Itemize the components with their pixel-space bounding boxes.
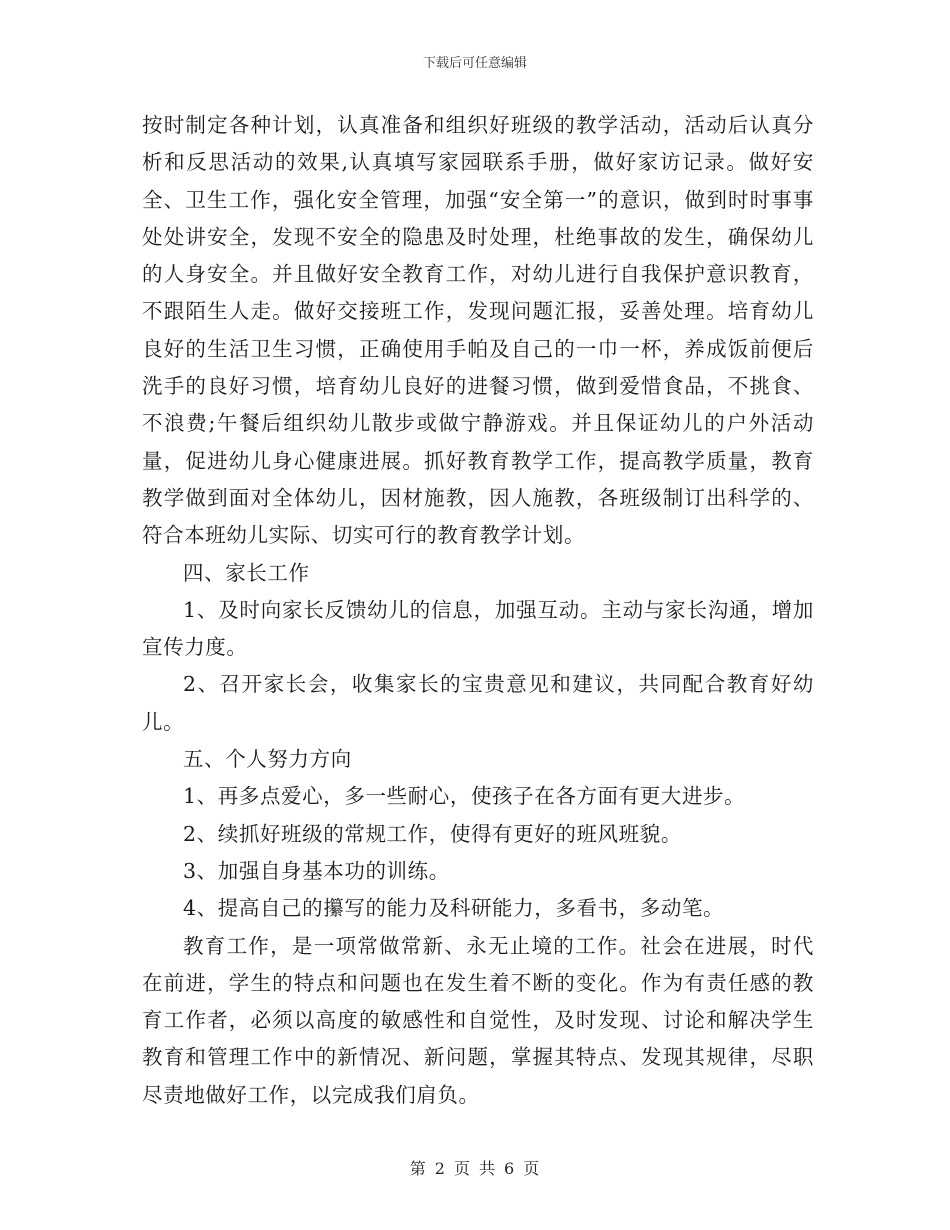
list-item: 1、再多点爱心，多一些耐心，使孩子在各方面有更大进步。 bbox=[183, 784, 746, 809]
document-body bbox=[142, 107, 814, 1114]
section-heading-personal-goals: 五、个人努力方向 bbox=[183, 747, 352, 772]
section-heading-parents: 四、家长工作 bbox=[183, 560, 310, 585]
current-page-number: 2 bbox=[434, 1159, 446, 1178]
list-item: 2、续抓好班级的常规工作，使得有更好的班风班貌。 bbox=[183, 821, 682, 846]
closing-paragraph: 教育工作，是一项常做常新、永无止境的工作。社会在进展，时代在前进，学生的特点和问题也在发生着不断的变化。作为有责任感的教育工作者，必须以高度的敏感性和自觉性，及时发现、讨论和解决学生教育和管理工作中的新情况、新问题，掌握其特点、发现其规律，尽职尽责地做好工作，以完成我们肩负。 bbox=[142, 933, 814, 1107]
footer-total-word: 共 bbox=[479, 1159, 497, 1178]
footer-page-word: 页 bbox=[453, 1159, 471, 1178]
list-item: 4、提高自己的攥写的能力及科研能力，多看书，多动笔。 bbox=[183, 896, 725, 921]
total-page-count: 6 bbox=[504, 1159, 516, 1178]
footer-suffix: 页 bbox=[523, 1159, 541, 1178]
footer-prefix: 第 bbox=[409, 1159, 427, 1178]
list-item: 2、召开家长会，收集家长的宝贵意见和建议，共同配合教育好幼儿。 bbox=[142, 672, 814, 734]
list-item: 1、及时向家长反馈幼儿的信息，加强互动。主动与家长沟通，增加宣传力度。 bbox=[142, 597, 814, 660]
page-footer bbox=[0, 1156, 950, 1179]
paragraph-continuation: 按时制定各种计划，认真准备和组织好班级的教学活动，活动后认真分析和反思活动的效果,认真填写家园联系手册，做好家访记录。做好安全、卫生工作，强化安全管理，加强“安全第一”的意识，做到时时事事处处讲安全，发现不安全的隐患及时处理，杜绝事故的发生，确保幼儿的人身安全。并且做好安全教育工作，对幼儿进行自我保护意识教育，不跟陌生人走。做好交接班工作，发现问题汇报，妥善处理。培育幼儿良好的生活卫生习惯，正确使用手帕及自己的一巾一杯，养成饭前便后洗手的良好习惯，培育幼儿良好的进餐习惯，做到爱惜食品，不挑食、不浪费;午餐后组织幼儿散步或做宁静游戏。并且保证幼儿的户外活动量，促进幼儿身心健康进展。抓好教育教学工作，提高教学质量，教育教学做到面对全体幼儿，因材施教，因人施教，各班级制订出科学的、符合本班幼儿实际、切实可行的教育教学计划。 bbox=[142, 113, 814, 548]
list-item: 3、加强自身基本功的训练。 bbox=[183, 858, 450, 883]
page-header: 下载后可任意编辑 bbox=[422, 56, 527, 71]
